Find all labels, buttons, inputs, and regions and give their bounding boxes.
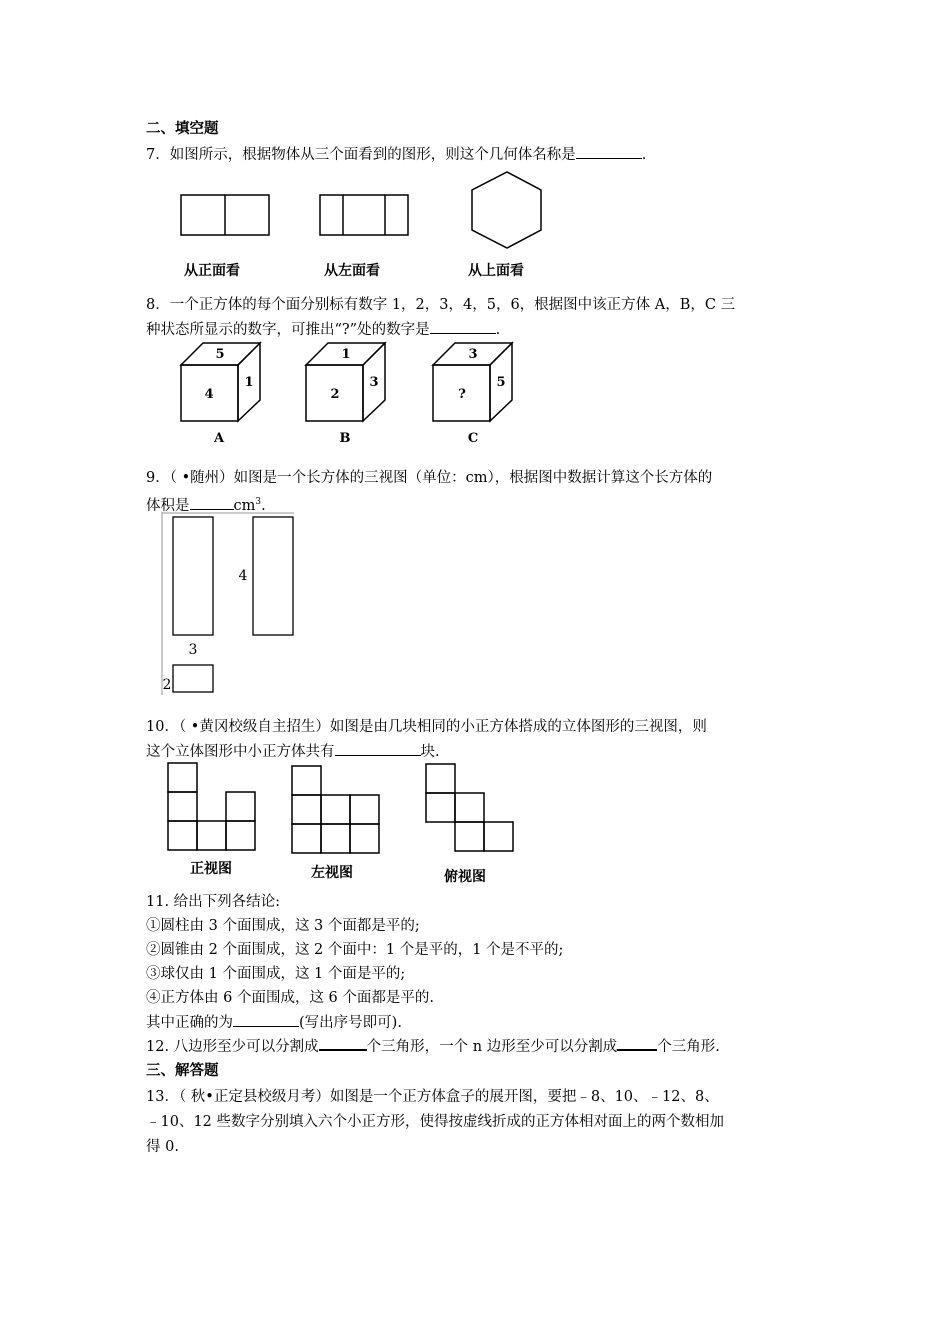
q8-prefix: 种状态所显示的数字，可推出“?”处的数字是 [146,322,430,338]
q9-side-view [253,517,293,635]
question-13-line3: 得 0. [146,1139,179,1155]
q12-part2: 个三角形，一个 n 边形至少可以分割成 [366,1039,618,1055]
q10-answer-blank[interactable] [335,741,421,756]
q8-suffix: . [495,322,501,338]
cube-a-side-number: 1 [244,375,254,390]
cube-b-side-number: 3 [369,375,379,390]
question-10-line1: 10．（ •黄冈校级自主招生）如图是由几块相同的小正方体搭成的立体图形的三视图，则 [146,719,707,735]
q7-views-figure [170,168,570,258]
cube-b-front-number: 2 [330,387,340,402]
question-11-answer-line [146,1011,402,1035]
q10-front-view [168,763,255,850]
q12-blank-1[interactable] [319,1035,367,1051]
q8-cubes-figure [175,338,535,448]
question-12-text [146,1035,720,1059]
section-title-solve: 三、解答题 [146,1063,219,1079]
cube-c-front-number: ? [458,387,466,402]
q11-answer-prefix: 其中正确的为 [146,1015,233,1031]
front-view-shape [181,195,269,235]
question-13-line2: ﹣10、12 些数字分别填入六个小正方形，使得按虚线折成的正方体相对面上的两个数相加 [146,1114,725,1130]
q11-answer-blank[interactable] [233,1012,299,1027]
q10-prefix: 这个立体图形中小正方体共有 [146,744,335,760]
q9-top-view [173,665,213,692]
q10-three-views-figure [165,760,525,855]
q9-three-views-figure [158,512,308,697]
cube-a-label: A [213,431,225,446]
q8-answer-blank[interactable] [430,319,496,334]
q9-prefix: 体积是 [146,497,190,514]
cube-c-side-number: 5 [496,375,506,390]
question-9-line1: 9．（ •随州）如图是一个长方体的三视图（单位：cm），根据图中数据计算这个长方体的 [146,470,713,486]
cube-a-front-number: 4 [204,387,214,402]
question-7-text [146,143,646,167]
caption-front-view: 从正面看 [184,263,240,279]
left-view-shape [320,195,408,235]
q9-suffix: . [261,497,266,514]
cube-c-label: C [467,431,479,446]
q10-left-view [292,766,379,853]
cube-a-top-number: 5 [215,347,225,362]
q9-front-view [173,517,213,635]
q7-prefix: 7．如图所示，根据物体从三个面看到的图形，则这个几何体名称是 [146,147,576,163]
q11-item-2: ②圆锥由 2 个面围成，这 2 个面中：1 个是平的，1 个是不平的; [146,942,564,958]
q11-answer-suffix: (写出序号即可). [299,1015,402,1031]
q12-part1: 12. 八边形至少可以分割成 [146,1039,319,1055]
caption-main-view: 正视图 [190,861,232,877]
q10-suffix: 块. [420,744,440,760]
q10-top-view [426,764,513,851]
q11-item-1: ①圆柱由 3 个面围成，这 3 个面都是平的; [146,918,420,934]
q12-blank-2[interactable] [617,1035,657,1051]
q9-unit-exponent: 3 [255,497,262,507]
caption-top-view: 从上面看 [468,263,524,279]
cube-b-label: B [339,431,351,446]
caption-left-view-q10: 左视图 [311,865,353,881]
q12-part3: 个三角形. [657,1039,720,1055]
q7-suffix: . [641,147,647,163]
q9-height-label: 4 [238,568,248,584]
q7-answer-blank[interactable] [576,144,642,159]
top-view-hexagon [472,172,541,248]
q9-unit: cm [233,497,256,514]
section-title-fill-in: 二、填空题 [146,121,219,137]
q9-width-label: 3 [188,642,198,658]
q11-item-3: ③球仅由 1 个面围成，这 1 个面是平的; [146,966,406,982]
q9-answer-blank[interactable] [190,495,234,510]
q11-item-4: ④正方体由 6 个面围成，这 6 个面都是平的. [146,990,434,1006]
question-8-line1: 8．一个正方体的每个面分别标有数字 1，2，3，4，5，6，根据图中该正方体 A，B，C 三 [146,297,736,313]
cube-c-top-number: 3 [468,347,478,362]
caption-top-view-q10: 俯视图 [444,869,486,885]
question-11-line1: 11. 给出下列各结论: [146,894,281,910]
cube-b-top-number: 1 [341,347,351,362]
caption-left-view: 从左面看 [324,263,380,279]
q9-depth-label: 2 [162,677,172,693]
question-13-line1: 13．（ 秋•正定县校级月考）如图是一个正方体盒子的展开图，要把﹣8、10、﹣12、8、 [146,1089,719,1105]
